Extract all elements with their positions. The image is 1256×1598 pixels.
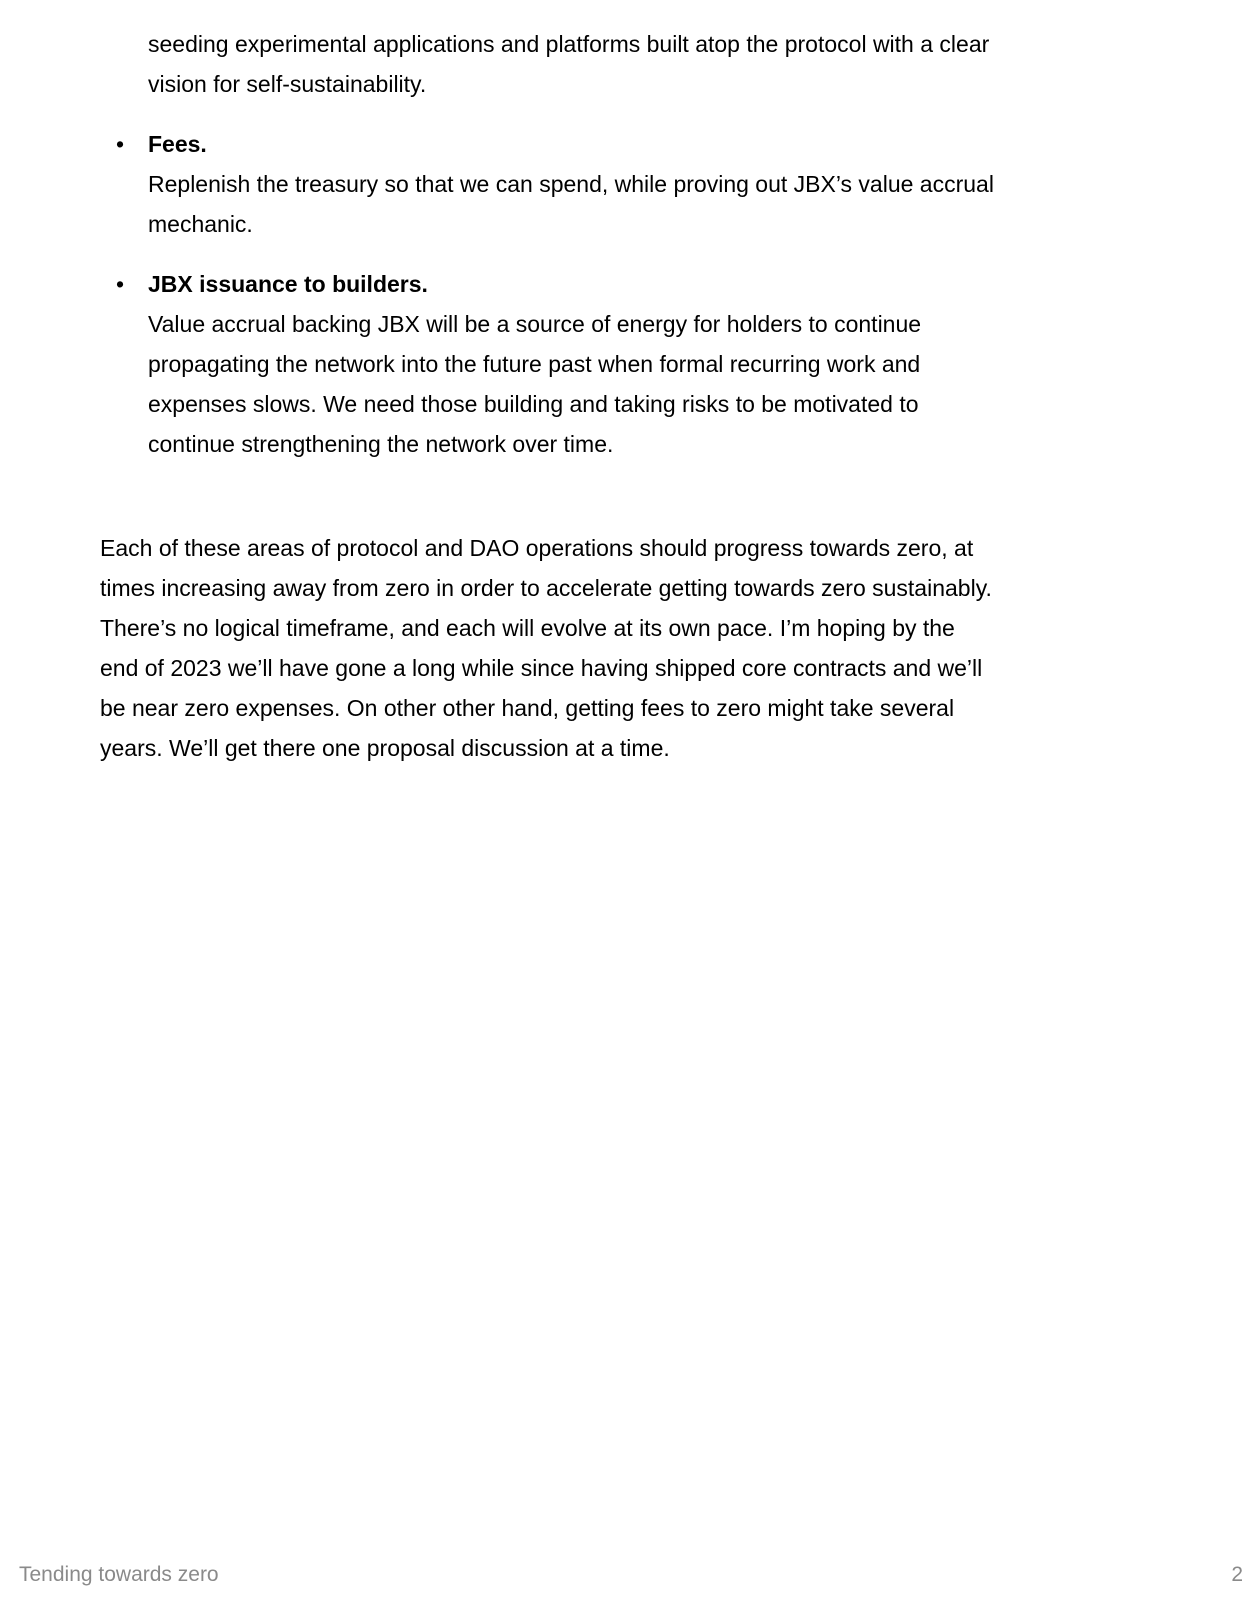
text-line: Each of these areas of protocol and DAO operations should progress towards zero, at: [100, 535, 974, 561]
page-footer: [19, 1562, 1243, 1588]
bullet-body: [148, 304, 1156, 464]
page-content: [100, 24, 1156, 768]
text-line: end of 2023 we’ll have gone a long while since having shipped core contracts and we’ll: [100, 655, 983, 681]
bullet-icon: •: [116, 131, 125, 157]
bullet-title: JBX issuance to builders.: [148, 271, 428, 297]
text-line: times increasing away from zero in order to accelerate getting towards zero sustainably.: [100, 575, 992, 601]
text-line: vision for self-sustainability.: [148, 71, 427, 97]
text-line: continue strengthening the network over time.: [148, 431, 614, 457]
text-line: expenses slows. We need those building and taking risks to be motivated to: [148, 391, 919, 417]
bullet-title: Fees.: [148, 131, 207, 157]
footer-doc-title: Tending towards zero: [19, 1563, 219, 1586]
closing-paragraph: [100, 528, 1156, 768]
text-line: propagating the network into the future past when formal recurring work and: [148, 351, 921, 377]
continuation-paragraph: [148, 24, 1156, 104]
bullet-icon: •: [116, 271, 125, 297]
text-line: seeding experimental applications and platforms built atop the protocol with a clear: [148, 31, 990, 57]
bullet-list: [100, 124, 1156, 464]
list-item-fees: [100, 124, 1156, 244]
text-line: There’s no logical timeframe, and each will evolve at its own pace. I’m hoping by the: [100, 615, 955, 641]
list-item-jbx-issuance: [100, 264, 1156, 464]
text-line: years. We’ll get there one proposal discussion at a time.: [100, 735, 670, 761]
text-line: mechanic.: [148, 211, 253, 237]
bullet-body: [148, 164, 1156, 244]
text-line: Replenish the treasury so that we can spend, while proving out JBX’s value accrual: [148, 171, 994, 197]
text-line: be near zero expenses. On other other hand, getting fees to zero might take several: [100, 695, 955, 721]
footer-page-number: 2: [1231, 1563, 1243, 1586]
text-line: Value accrual backing JBX will be a source of energy for holders to continue: [148, 311, 922, 337]
